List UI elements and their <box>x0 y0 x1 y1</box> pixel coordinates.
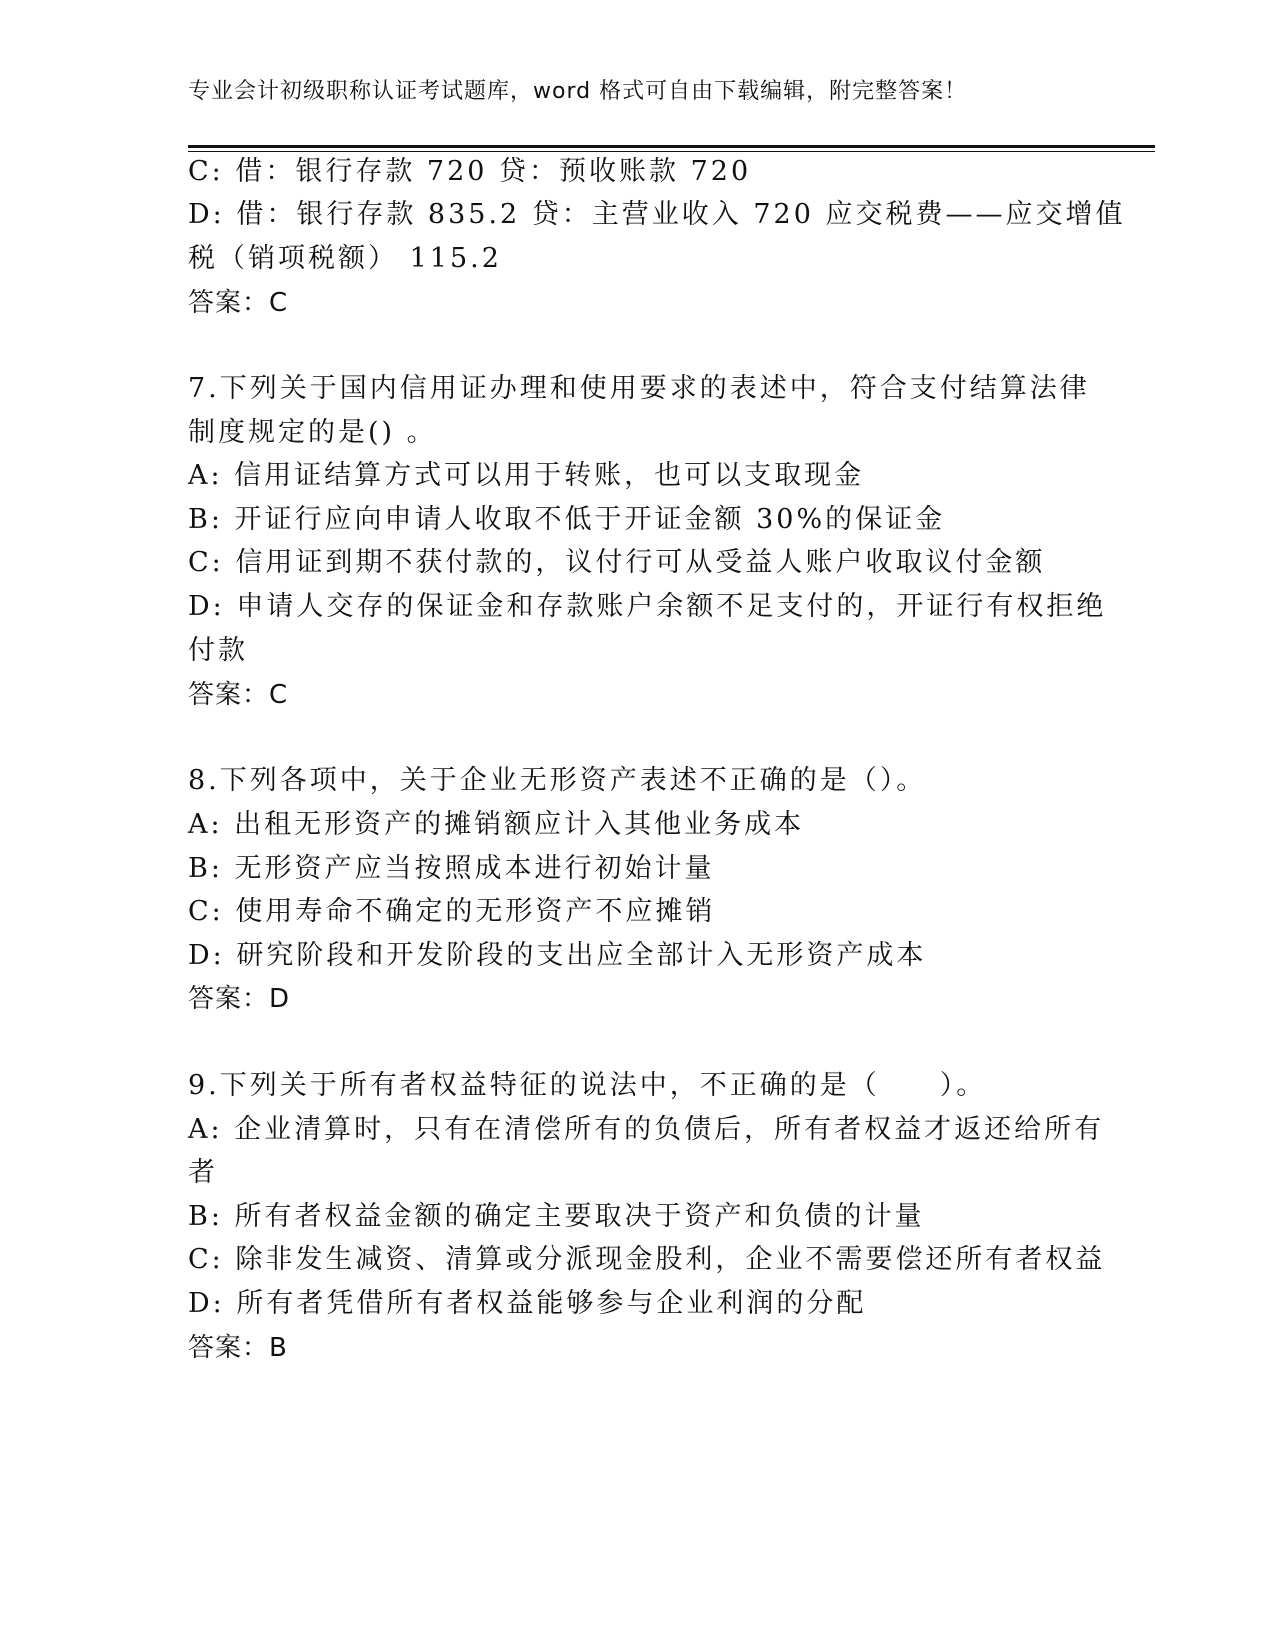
answer: 答案：C <box>188 288 289 318</box>
option-d-line-1: D: 申请人交存的保证金和存款账户余额不足支付的，开证行有权拒绝 <box>188 591 1107 622</box>
option-b: B: 开证行应向申请人收取不低于开证金额 30%的保证金 <box>188 504 946 535</box>
option-a-line-2: 者 <box>188 1157 218 1188</box>
header-divider <box>188 145 1155 152</box>
option-c: C: 借：银行存款 720 贷：预收账款 720 <box>188 156 752 187</box>
question-stem: 8.下列各项中，关于企业无形资产表述不正确的是（）。 <box>188 765 927 796</box>
option-a-line-1: A: 企业清算时，只有在清偿所有的负债后，所有者权益才返还给所有 <box>188 1114 1105 1145</box>
option-d-line-2: 付款 <box>188 635 248 666</box>
header-title: 专业会计初级职称认证考试题库，word 格式可自由下载编辑，附完整答案！ <box>188 79 968 104</box>
answer: 答案：C <box>188 680 289 710</box>
option-a: A: 信用证结算方式可以用于转账，也可以支取现金 <box>188 460 865 491</box>
question-stem-line-1: 7.下列关于国内信用证办理和使用要求的表述中，符合支付结算法律 <box>188 373 1090 404</box>
option-d: D: 所有者凭借所有者权益能够参与企业利润的分配 <box>188 1288 867 1319</box>
option-c: C: 信用证到期不获付款的，议付行可从受益人账户收取议付金额 <box>188 547 1046 578</box>
option-c: C: 使用寿命不确定的无形资产不应摊销 <box>188 896 716 927</box>
option-d: D: 研究阶段和开发阶段的支出应全部计入无形资产成本 <box>188 940 927 971</box>
option-c: C: 除非发生减资、清算或分派现金股利，企业不需要偿还所有者权益 <box>188 1244 1106 1275</box>
question-stem-line-2: 制度规定的是() 。 <box>188 417 437 448</box>
answer: 答案：D <box>188 984 291 1014</box>
option-b: B: 无形资产应当按照成本进行初始计量 <box>188 853 715 884</box>
answer: 答案：B <box>188 1333 288 1363</box>
option-d-line-2: 税（销项税额） 115.2 <box>188 243 502 274</box>
question-stem: 9.下列关于所有者权益特征的说法中，不正确的是（ ）。 <box>188 1070 987 1101</box>
option-b: B: 所有者权益金额的确定主要取决于资产和负债的计量 <box>188 1201 925 1232</box>
option-d-line-1: D: 借：银行存款 835.2 贷：主营业收入 720 应交税费——应交增值 <box>188 199 1126 230</box>
option-a: A: 出租无形资产的摊销额应计入其他业务成本 <box>188 809 805 840</box>
